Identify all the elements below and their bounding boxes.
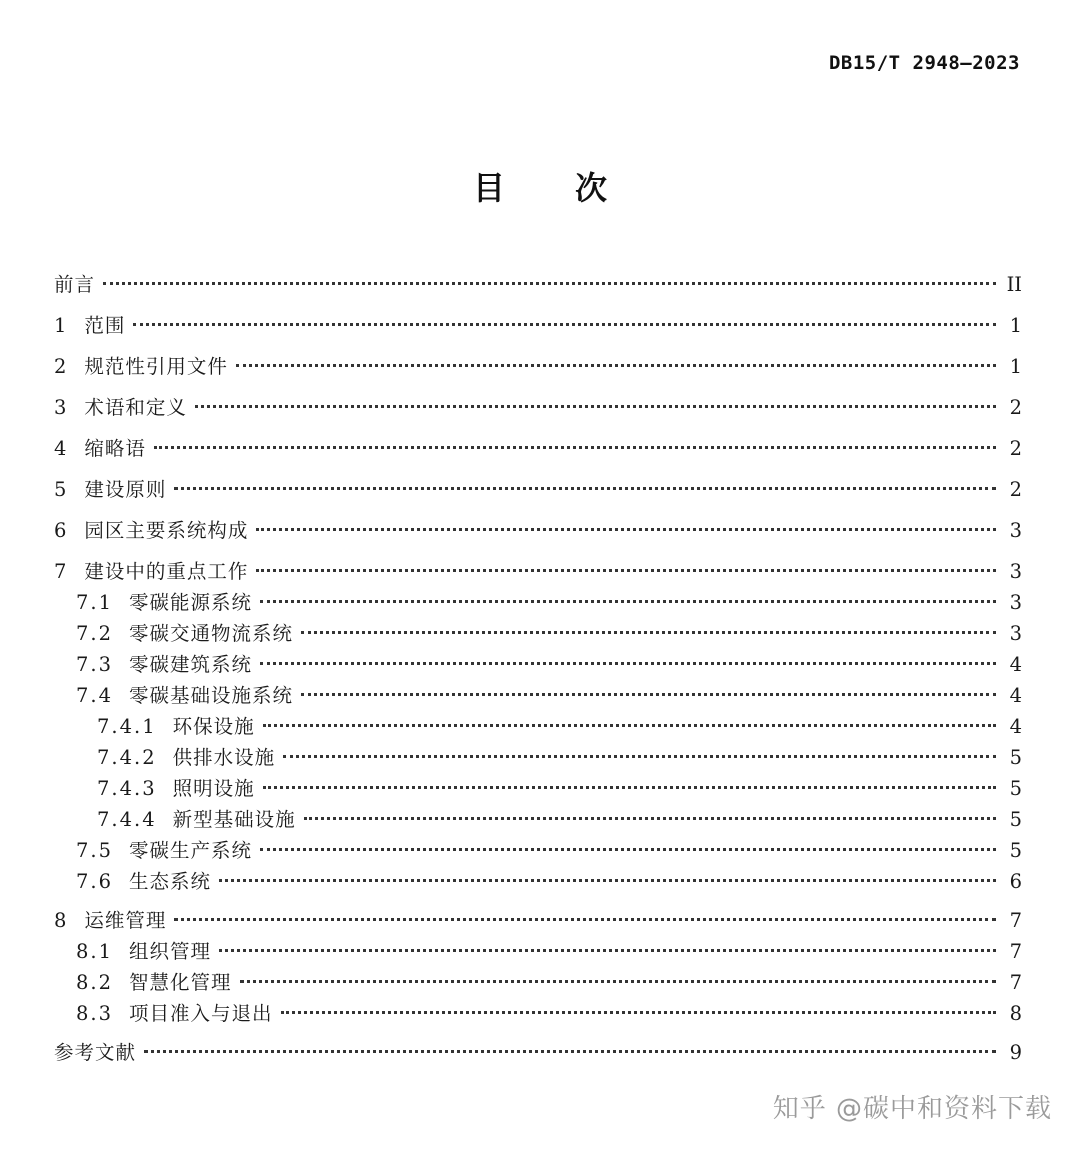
dot-leader (174, 918, 996, 921)
toc-entry-number: 5 (54, 478, 69, 501)
title-char-1: 目 (472, 169, 505, 207)
toc-entry-label: 零碳建筑系统 (129, 653, 253, 676)
toc-entry-number: 7.6 (76, 870, 114, 893)
table-of-contents (54, 272, 1022, 1081)
toc-entry[interactable] (54, 652, 1022, 683)
toc-entry-label: 环保设施 (172, 715, 255, 738)
dot-leader (133, 323, 996, 326)
dot-leader (263, 786, 996, 789)
toc-entry-label: 参考文献 (54, 1041, 137, 1064)
toc-entry-label: 照明设施 (172, 777, 255, 800)
toc-entry[interactable] (54, 745, 1022, 776)
toc-entry-number: 7.4.3 (97, 777, 157, 800)
toc-entry-number: 8.3 (76, 1002, 114, 1025)
dot-leader (301, 693, 996, 696)
toc-entry-label: 缩略语 (84, 437, 146, 460)
toc-entry-label: 园区主要系统构成 (84, 519, 249, 542)
toc-entry-number: 6 (54, 519, 69, 542)
toc-entry-label: 零碳交通物流系统 (129, 622, 294, 645)
toc-entry[interactable] (54, 272, 1022, 313)
toc-entry-page-number: 1 (1009, 355, 1022, 378)
toc-entry-number: 7.4.4 (97, 808, 157, 831)
toc-entry-page-number: 2 (1009, 437, 1022, 460)
dot-leader (304, 817, 996, 820)
toc-entry-number: 3 (54, 396, 69, 419)
toc-entry-label: 零碳能源系统 (129, 591, 253, 614)
toc-entry[interactable] (54, 354, 1022, 395)
dot-leader (260, 600, 996, 603)
toc-entry-label: 范围 (84, 314, 126, 337)
toc-entry-page-number: 3 (1009, 622, 1022, 645)
dot-leader (144, 1050, 996, 1053)
page-title (0, 163, 1080, 209)
toc-entry-page-number: 5 (1009, 746, 1022, 769)
dot-leader (260, 662, 996, 665)
toc-entry-number: 4 (54, 437, 69, 460)
toc-entry-label: 智慧化管理 (129, 971, 232, 994)
toc-entry[interactable] (54, 939, 1022, 970)
toc-entry-label: 建设原则 (84, 478, 167, 501)
toc-entry[interactable] (54, 807, 1022, 838)
toc-entry-label: 组织管理 (129, 940, 212, 963)
toc-entry[interactable] (54, 436, 1022, 477)
dot-leader (236, 364, 996, 367)
dot-leader (219, 949, 996, 952)
toc-entry-label: 规范性引用文件 (84, 355, 228, 378)
toc-entry-page-number: 3 (1009, 560, 1022, 583)
toc-entry-label: 前言 (54, 273, 96, 296)
toc-entry[interactable] (54, 313, 1022, 354)
dot-leader (281, 1011, 996, 1014)
toc-entry-label: 术语和定义 (84, 396, 187, 419)
toc-entry-number: 7.1 (76, 591, 114, 614)
toc-entry[interactable] (54, 1001, 1022, 1032)
toc-entry[interactable] (54, 869, 1022, 900)
toc-entry-page-number: 4 (1009, 684, 1022, 707)
toc-entry[interactable] (54, 714, 1022, 745)
dot-leader (174, 487, 996, 490)
toc-entry-page-number: 7 (1009, 940, 1022, 963)
watermark: 知乎 @碳中和资料下载 (772, 1094, 1052, 1124)
toc-entry-number: 1 (54, 314, 69, 337)
toc-entry-page-number: 4 (1009, 653, 1022, 676)
toc-entry-label: 新型基础设施 (172, 808, 296, 831)
toc-entry-number: 7.4.2 (97, 746, 157, 769)
toc-entry-page-number: 2 (1009, 478, 1022, 501)
toc-entry-number: 8.1 (76, 940, 114, 963)
dot-leader (154, 446, 996, 449)
toc-entry-number: 2 (54, 355, 69, 378)
toc-entry-label: 生态系统 (129, 870, 212, 893)
toc-entry-page-number: 3 (1009, 591, 1022, 614)
dot-leader (256, 528, 996, 531)
toc-entry-page-number: 9 (1009, 1041, 1022, 1064)
toc-entry[interactable] (54, 477, 1022, 518)
title-char-2: 次 (575, 169, 608, 207)
toc-entry[interactable] (54, 1040, 1022, 1081)
toc-entry-page-number: 7 (1009, 971, 1022, 994)
dot-leader (240, 980, 996, 983)
toc-entry-number: 7.5 (76, 839, 114, 862)
toc-entry-page-number: 1 (1009, 314, 1022, 337)
toc-entry-page-number: 5 (1009, 808, 1022, 831)
dot-leader (219, 879, 996, 882)
toc-entry-label: 运维管理 (84, 909, 167, 932)
dot-leader (301, 631, 996, 634)
document-code: DB15/T 2948—2023 (828, 52, 1020, 74)
toc-entry-number: 7.4.1 (97, 715, 157, 738)
toc-entry-number: 8.2 (76, 971, 114, 994)
toc-entry-number: 7.3 (76, 653, 114, 676)
toc-entry-label: 建设中的重点工作 (84, 560, 249, 583)
toc-entry[interactable] (54, 590, 1022, 621)
toc-entry-label: 零碳生产系统 (129, 839, 253, 862)
dot-leader (260, 848, 996, 851)
toc-entry-page-number: 2 (1009, 396, 1022, 419)
toc-entry-page-number: 3 (1009, 519, 1022, 542)
toc-entry-number: 8 (54, 909, 69, 932)
toc-entry-page-number: II (1006, 273, 1022, 296)
dot-leader (283, 755, 996, 758)
dot-leader (256, 569, 996, 572)
toc-entry-label: 项目准入与退出 (129, 1002, 273, 1025)
toc-entry-page-number: 4 (1009, 715, 1022, 738)
dot-leader (195, 405, 996, 408)
toc-entry[interactable] (54, 683, 1022, 714)
toc-entry-label: 供排水设施 (172, 746, 276, 769)
toc-entry-page-number: 8 (1009, 1002, 1022, 1025)
toc-entry-page-number: 6 (1009, 870, 1022, 893)
toc-entry-page-number: 5 (1009, 839, 1022, 862)
toc-entry-number: 7 (54, 560, 69, 583)
toc-entry-label: 零碳基础设施系统 (129, 684, 294, 707)
toc-entry[interactable] (54, 776, 1022, 807)
toc-entry-page-number: 7 (1009, 909, 1022, 932)
dot-leader (103, 282, 996, 285)
toc-entry-page-number: 5 (1009, 777, 1022, 800)
toc-entry[interactable] (54, 518, 1022, 559)
toc-entry[interactable] (54, 970, 1022, 1001)
toc-entry-number: 7.4 (76, 684, 114, 707)
toc-entry[interactable] (54, 838, 1022, 869)
dot-leader (263, 724, 996, 727)
toc-entry[interactable] (54, 395, 1022, 436)
toc-entry[interactable] (54, 621, 1022, 652)
toc-entry-number: 7.2 (76, 622, 114, 645)
